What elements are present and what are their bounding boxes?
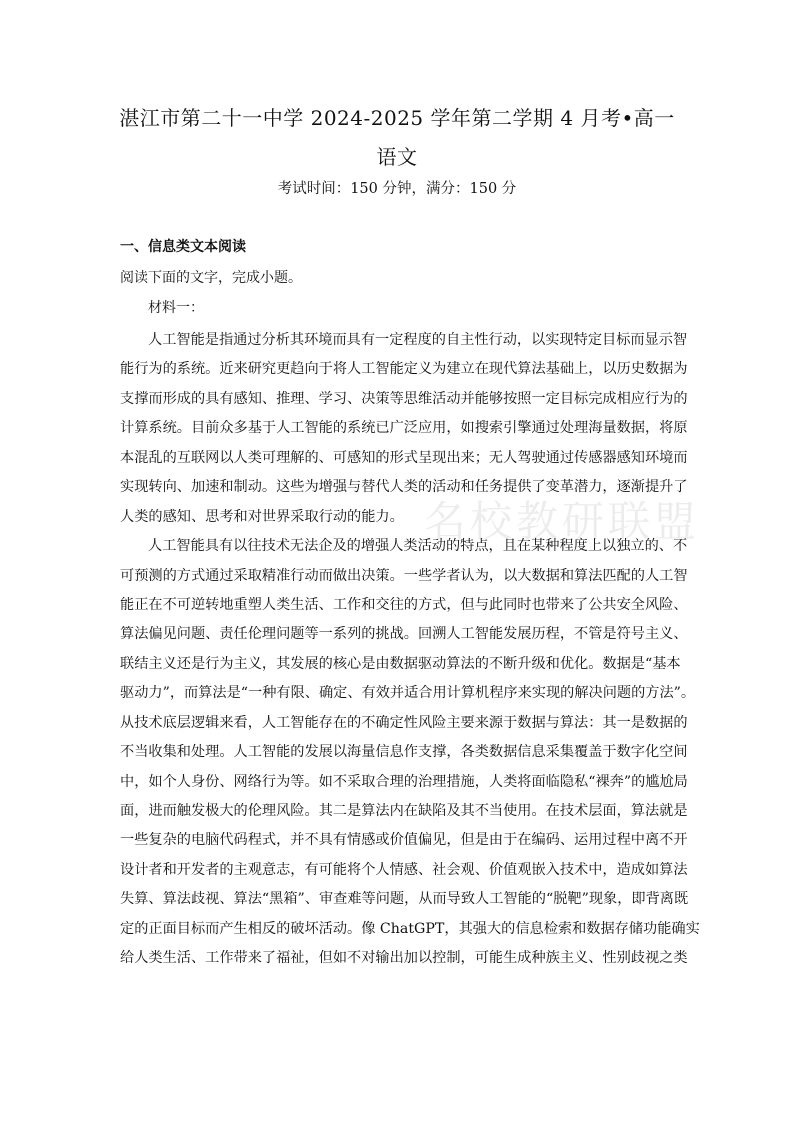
text-line: 一些复杂的电脑代码程式，并不具有情感或价值偏见，但是由于在编码、运用过程中离不开 [120,832,688,849]
text-line: 不当收集和处理。人工智能的发展以海量信息作支撑，各类数据信息采集覆盖于数字化空间 [120,744,688,761]
text-line: 中，如个人身份、网络行为等。如不采取合理的治理措施，人类将面临隐私“裸奔”的尴尬局 [120,773,688,790]
text-line: 驱动力”，而算法是“一种有限、确定、有效并适合用计算机程序来实现的解决问题的方法”。 [120,685,696,702]
material-label: 材料一： [148,300,204,316]
text-line: 实现转向、加速和制动。这些为增强与替代人类的活动和任务提供了变革潜力，逐渐提升了 [120,479,688,496]
text-line: 算法偏见问题、责任伦理问题等一系列的挑战。回溯人工智能发展历程，不管是符号主义、 [120,626,688,643]
text-line: 设计者和开发者的主观意志，有可能将个人情感、社会观、价值观嵌入技术中，造成如算法 [120,861,688,878]
text-line: 定的正面目标而产生相反的破坏活动。像 ChatGPT，其强大的信息检索和数据存储功能确实 [120,920,700,937]
text-line: 给人类生活、工作带来了福祉，但如不对输出加以控制，可能生成种族主义、性别歧视之类 [120,950,688,967]
reading-instruction: 阅读下面的文字，完成小题。 [120,270,302,286]
text-line: 计算系统。目前众多基于人工智能的系统已广泛应用，如搜索引擎通过处理海量数据，将原 [120,420,688,437]
text-line: 联结主义还是行为主义，其发展的核心是由数据驱动算法的不断升级和优化。数据是“基本 [120,655,681,672]
text-line: 本混乱的互联网以人类可理解的、可感知的形式呈现出来；无人驾驶通过传感器感知环境而 [120,449,688,466]
watermark: 名校教研联盟 [424,497,701,546]
document-title: 湛江市第二十一中学 2024-2025 学年第二学期 4 月考•高一 [119,106,675,130]
text-line: 支撑而形成的具有感知、推理、学习、决策等思维活动并能够按照一定目标完成相应行为的 [120,390,688,407]
text-line: 面，进而触发极大的伦理风险。其二是算法内在缺陷及其不当使用。在技术层面，算法就是 [120,803,688,819]
text-line: 人工智能具有以往技术无法企及的增强人类活动的特点，且在某种程度上以独立的、不 [148,538,688,555]
text-line: 能行为的系统。近来研究更趋向于将人工智能定义为建立在现代算法基础上，以历史数据为 [120,361,688,378]
text-line: 失算、算法歧视、算法“黑箱”、审查难等问题，从而导致人工智能的“脱靶”现象，即背离既 [120,891,689,908]
document-subject: 语文 [376,145,418,169]
section-heading: 一、信息类文本阅读 [120,239,246,255]
text-line: 能正在不可逆转地重塑人类生活、工作和交往的方式，但与此同时也带来了公共安全风险、 [120,596,688,613]
exam-info: 考试时间：150 分钟，满分：150 分 [277,181,517,197]
text-line: 可预测的方式通过采取精准行动而做出决策。一些学者认为，以大数据和算法匹配的人工智 [120,567,688,584]
text-line: 人类的感知、思考和对世界采取行动的能力。 [120,508,404,525]
material-text [120,326,700,974]
text-line: 从技术底层逻辑来看，人工智能存在的不确定性风险主要来源于数据与算法：其一是数据的 [120,714,688,731]
text-line: 人工智能是指通过分析其环境而具有一定程度的自主性行动，以实现特定目标而显示智 [148,332,688,348]
